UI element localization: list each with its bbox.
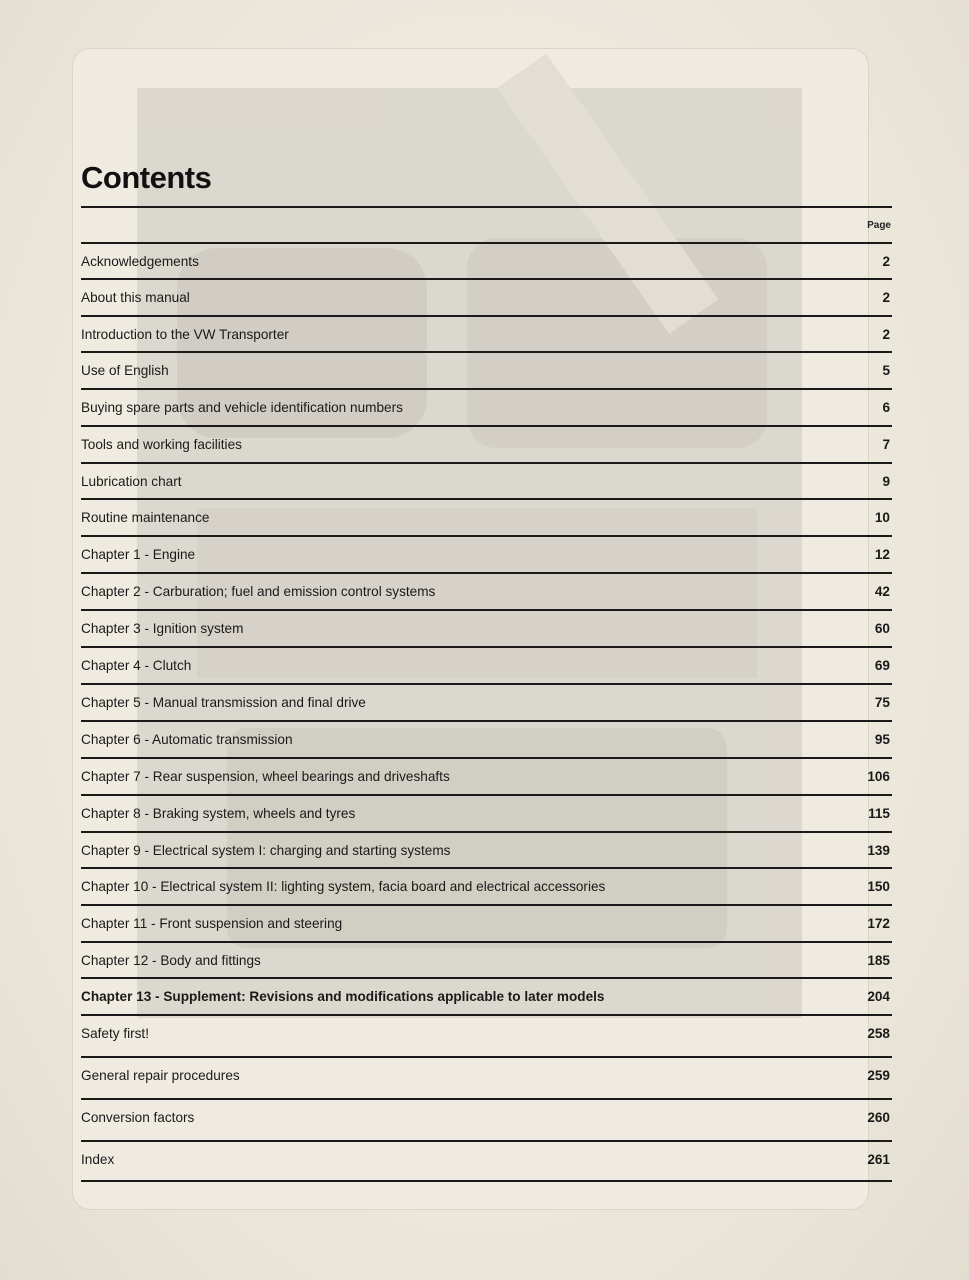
toc-entry (79, 572, 892, 610)
toc-entry (79, 683, 892, 721)
toc-entry-page-number: 115 (868, 805, 890, 821)
toc-entry-page-number: 75 (874, 694, 890, 710)
toc-entry-page-number: 5 (882, 362, 890, 378)
toc-entry-label: Chapter 2 - Carburation; fuel and emission control systems (81, 583, 436, 599)
page-title: Contents (81, 160, 212, 195)
toc-entry-page-number: 95 (874, 731, 890, 747)
toc-entry-page-number: 6 (882, 399, 890, 415)
toc-entry-label: Buying spare parts and vehicle identification numbers (81, 399, 403, 415)
toc-entry-page-number: 2 (882, 253, 890, 269)
toc-entry-label: Safety first! (81, 1025, 149, 1041)
toc-entry-page-number: 2 (882, 326, 890, 342)
toc-entry-page-number: 10 (874, 509, 890, 525)
toc-entry-page-number: 260 (867, 1109, 890, 1125)
toc-entry (79, 315, 892, 353)
toc-entry-label: Chapter 7 - Rear suspension, wheel bearings and driveshafts (81, 768, 450, 784)
toc-entry (79, 498, 892, 536)
toc-entry-label: Chapter 8 - Braking system, wheels and tyres (81, 805, 356, 821)
toc-entry-label: Introduction to the VW Transporter (81, 326, 289, 342)
toc-entry-page-number: 69 (874, 657, 890, 673)
toc-entry (79, 388, 892, 426)
toc-entry-page-number: 139 (867, 842, 890, 858)
toc-entry-page-number: 185 (867, 952, 890, 968)
page-column-header: Page (867, 220, 891, 231)
toc-entry-label: Chapter 10 - Electrical system II: lighting system, facia board and electrical accessories (81, 878, 606, 894)
toc-entry-label: Tools and working facilities (81, 436, 242, 452)
toc-entry (79, 1056, 892, 1094)
toc-entry (79, 351, 892, 389)
toc-entry (79, 1140, 892, 1178)
toc-entry (79, 462, 892, 500)
toc-entry (79, 242, 892, 280)
toc-entry (79, 1098, 892, 1136)
toc-entry (79, 794, 892, 832)
toc-entry-label: Acknowledgements (81, 253, 199, 269)
toc-entry-page-number: 172 (867, 915, 890, 931)
toc-entry-page-number: 258 (867, 1025, 890, 1041)
toc-entry (79, 609, 892, 647)
toc-entry-label: Chapter 9 - Electrical system I: charging and starting systems (81, 842, 451, 858)
toc-entry-label: Chapter 11 - Front suspension and steering (81, 915, 343, 931)
toc-entry-page-number: 204 (867, 988, 890, 1004)
table-of-contents (79, 206, 892, 1186)
toc-entry (79, 1014, 892, 1052)
toc-entry (79, 425, 892, 463)
toc-entry-label: Lubrication chart (81, 473, 182, 489)
divider-rule (81, 206, 892, 208)
toc-entry-page-number: 12 (874, 546, 890, 562)
toc-entry-label: General repair procedures (81, 1067, 240, 1083)
toc-entry (79, 278, 892, 316)
toc-entry-page-number: 42 (874, 583, 890, 599)
toc-entry (79, 867, 892, 905)
toc-entry (79, 646, 892, 684)
toc-entry-label: Chapter 6 - Automatic transmission (81, 731, 293, 747)
toc-entry-label: Chapter 1 - Engine (81, 546, 196, 562)
toc-entry-label: Chapter 4 - Clutch (81, 657, 192, 673)
divider-rule (81, 1180, 892, 1182)
toc-entry-label: About this manual (81, 289, 190, 305)
toc-entry (79, 757, 892, 795)
toc-entry-page-number: 2 (882, 289, 890, 305)
toc-entry-page-number: 150 (867, 878, 890, 894)
toc-entry-label: Chapter 3 - Ignition system (81, 620, 244, 636)
toc-entry (79, 831, 892, 869)
toc-entry-page-number: 261 (867, 1151, 890, 1167)
toc-entry (79, 941, 892, 979)
toc-entry-page-number: 60 (874, 620, 890, 636)
toc-entry (79, 977, 892, 1015)
toc-entry-page-number: 9 (882, 473, 890, 489)
toc-entry-page-number: 7 (882, 436, 890, 452)
toc-entry-label: Index (81, 1151, 115, 1167)
toc-entry-label: Conversion factors (81, 1109, 195, 1125)
toc-entry (79, 720, 892, 758)
toc-entry (79, 904, 892, 942)
toc-entry-label: Routine maintenance (81, 509, 210, 525)
toc-entry-label: Chapter 5 - Manual transmission and final drive (81, 694, 366, 710)
toc-entry (79, 535, 892, 573)
toc-entry-label: Chapter 13 - Supplement: Revisions and modifications applicable to later models (81, 988, 605, 1004)
toc-entry-label: Chapter 12 - Body and fittings (81, 952, 261, 968)
toc-entry-page-number: 106 (867, 768, 890, 784)
toc-entry-page-number: 259 (867, 1067, 890, 1083)
toc-entry-label: Use of English (81, 362, 169, 378)
